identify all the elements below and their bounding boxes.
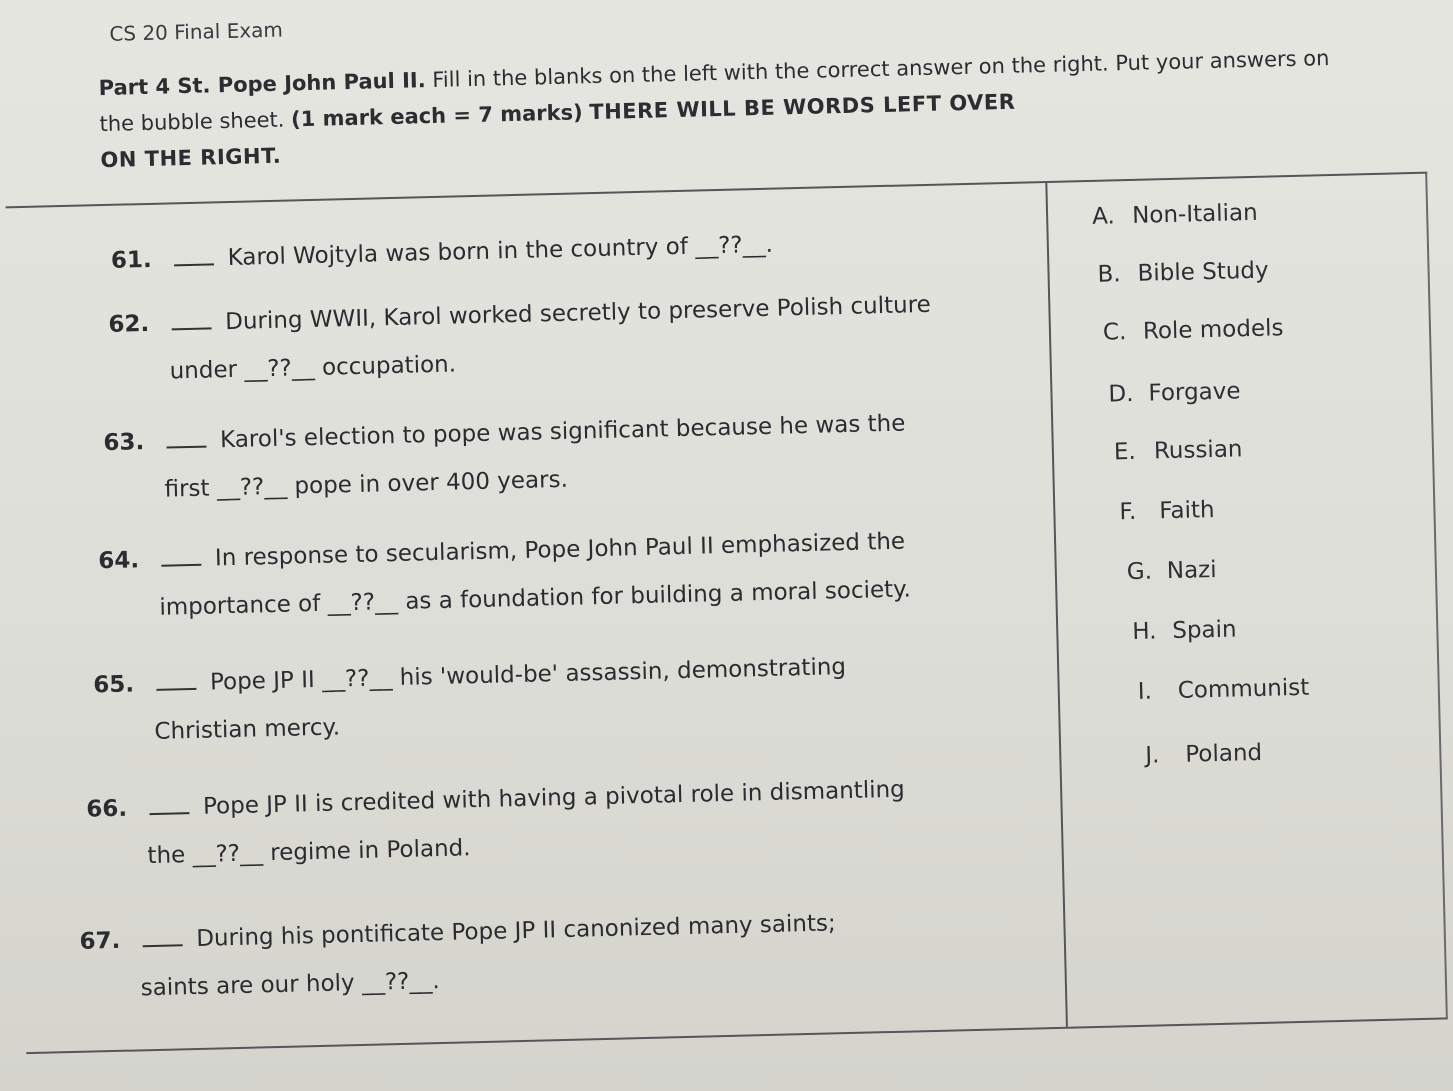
question-text: Pope JP II is credited with having a pivotal role in dismantling (202, 776, 906, 820)
answer-blank[interactable] (174, 251, 214, 266)
question-table (6, 172, 1448, 1054)
question-62 (108, 290, 932, 388)
question-text: During WWII, Karol worked secretly to preserve Polish culture (224, 291, 932, 336)
answer-letter: G. (1126, 558, 1153, 586)
answer-text: Poland (1185, 739, 1263, 768)
answer-option-g (1127, 557, 1217, 585)
answer-option-a (1092, 200, 1258, 230)
question-number: 67. (79, 927, 121, 955)
answer-blank[interactable] (142, 932, 182, 947)
answer-text: Forgave (1148, 378, 1241, 407)
question-text-continued: Christian mercy. (154, 714, 341, 745)
instructions-text-1: Fill in the blanks on the left with the correct answer on the right. Put (432, 50, 1150, 92)
answer-text: Faith (1159, 496, 1215, 525)
question-text-continued: under __??__ occupation. (169, 351, 457, 385)
answer-option-b (1097, 258, 1269, 288)
question-63 (103, 408, 907, 506)
answer-option-e (1114, 436, 1243, 465)
answer-letter: C. (1102, 319, 1127, 346)
answer-option-h (1132, 616, 1237, 645)
answer-letter: J. (1145, 742, 1160, 769)
answer-option-j (1145, 740, 1262, 769)
question-67 (79, 908, 837, 1004)
course-title: CS 20 Final Exam (109, 17, 284, 46)
answer-option-c (1103, 315, 1284, 345)
answer-option-i (1137, 675, 1309, 705)
question-text-continued: saints are our holy __??__. (140, 968, 440, 1002)
answer-blank[interactable] (171, 315, 211, 330)
question-text: Karol Wojtyla was born in the country of __??__. (227, 231, 774, 271)
answer-text: Spain (1171, 616, 1237, 645)
answer-text: Nazi (1166, 556, 1217, 585)
question-text-continued: first __??__ pope in over 400 years. (164, 466, 569, 503)
answer-letter: D. (1108, 380, 1134, 408)
answer-letter: I. (1137, 678, 1153, 705)
questions-column (6, 183, 1036, 1002)
answer-letter: H. (1132, 618, 1157, 646)
answer-letter: F. (1119, 498, 1137, 526)
answer-blank[interactable] (161, 552, 201, 567)
answer-option-d (1108, 378, 1241, 407)
question-text: In response to secularism, Pope John Paul II emphasized the (214, 528, 906, 572)
question-text-continued: importance of __??__ as a foundation for building a moral society. (159, 576, 912, 621)
question-text: Karol's election to pope was significant because he was the (219, 410, 906, 454)
instructions-warning-1: THERE WILL BE WORDS LEFT OVER (589, 89, 1016, 125)
question-number: 66. (86, 795, 128, 823)
column-divider (1045, 183, 1068, 1027)
answer-blank[interactable] (166, 434, 206, 449)
question-number: 61. (110, 246, 153, 274)
answer-text: Russian (1153, 436, 1243, 465)
instructions-warning-2: ON THE RIGHT. (100, 143, 282, 173)
answer-text: Role models (1142, 315, 1284, 345)
question-text-continued: the __??__ regime in Poland. (147, 835, 471, 870)
question-text: Pope JP II __??__ his 'would-be' assassin, demonstrating (209, 654, 847, 696)
answer-option-f (1119, 497, 1215, 525)
answer-letter: E. (1113, 438, 1137, 466)
question-number: 62. (108, 310, 150, 338)
answer-letter: A. (1091, 203, 1116, 230)
answer-text: Communist (1177, 674, 1310, 704)
answer-letter: B. (1097, 261, 1121, 288)
answer-text: Bible Study (1137, 257, 1269, 287)
question-number: 65. (92, 671, 135, 699)
question-64 (98, 526, 911, 624)
answer-text: Non-Italian (1131, 199, 1258, 229)
question-number: 63. (103, 429, 145, 457)
marks-info: (1 mark each = 7 marks) (290, 100, 583, 132)
question-61 (111, 230, 774, 276)
question-66 (86, 775, 906, 873)
answer-blank[interactable] (149, 800, 189, 815)
question-text: During his pontificate Pope JP II canonized many saints; (195, 910, 836, 952)
answer-blank[interactable] (156, 676, 196, 691)
question-number: 64. (97, 547, 140, 575)
instructions-text-2: your answers on the bubble sheet. (99, 46, 1330, 137)
instructions (98, 39, 1360, 178)
part-title: Part 4 St. Pope John Paul II. (98, 68, 426, 101)
question-65 (93, 652, 848, 748)
